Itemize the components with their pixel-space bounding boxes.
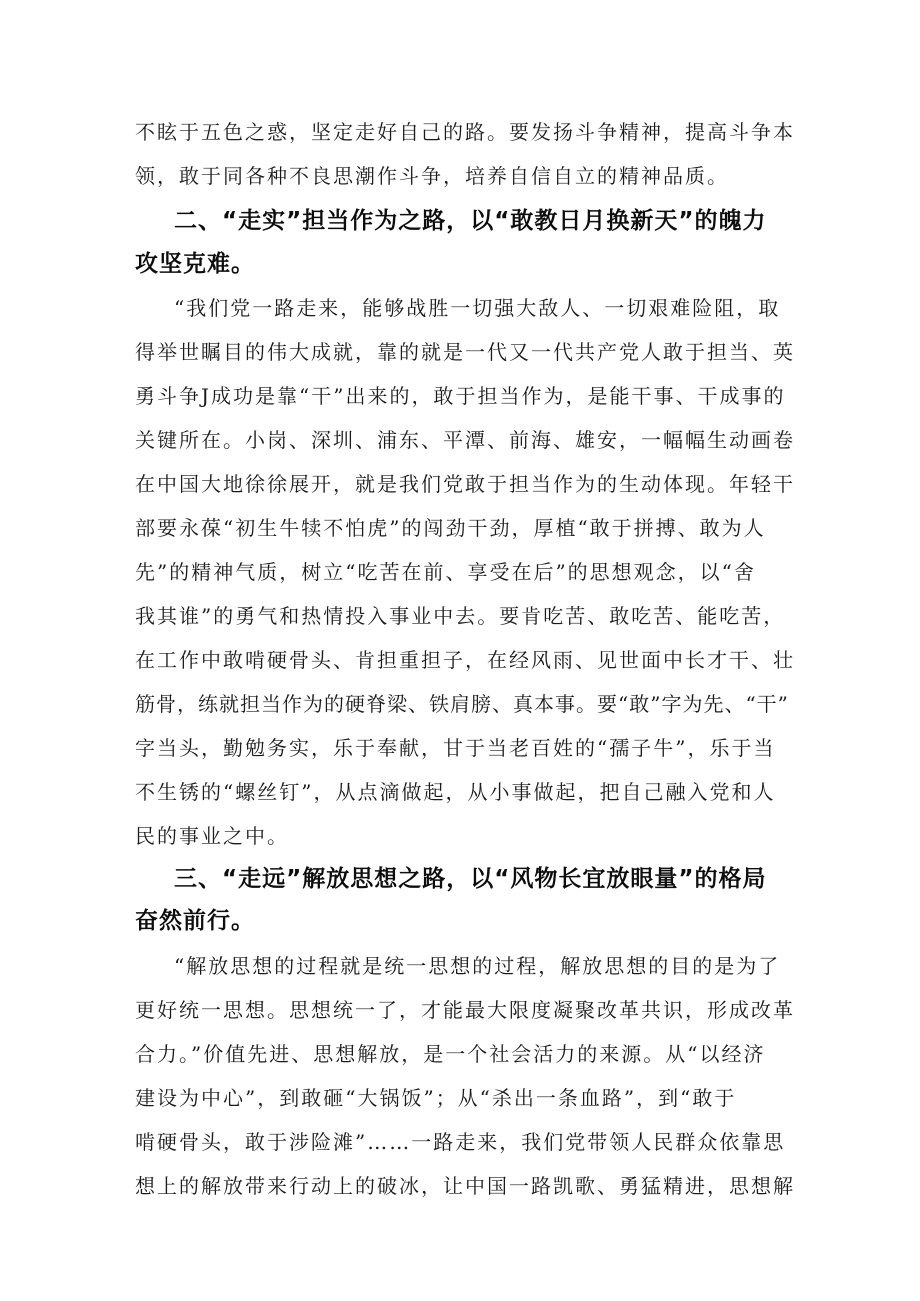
section-2-paragraph-line-10: 筋骨，练就担当作为的硬脊梁、铁肩膀、真本事。要“敢”字为先、“干” [135,692,789,716]
intro-line-2: 领，敢于同各种不良思潮作斗争，培养自信自立的精神品质。 [135,164,729,188]
section-2-paragraph-line-2: 得举世瞩目的伟大成就，靠的就是一代又一代共产党人敢于担当、英 [135,340,795,364]
section-2-heading-line-2: 攻坚克难。 [135,251,255,277]
section-3-paragraph-line-1: “解放思想的过程就是统一思想的过程，解放思想的目的是为了 [174,954,781,978]
section-2-paragraph-line-8: 我其谁”的勇气和热情投入事业中去。要肯吃苦、敢吃苦、能吃苦， [135,604,786,628]
section-3-paragraph-line-6: 想上的解放带来行动上的破冰，让中国一路凯歌、勇猛精进，思想解 [135,1174,795,1198]
section-2-paragraph-line-5: 在中国大地徐徐展开，就是我们党敢于担当作为的生动体现。年轻干 [135,472,795,496]
section-3-paragraph-line-2: 更好统一思想。思想统一了，才能最大限度凝聚改革共识，形成改革 [135,998,795,1022]
section-2-paragraph-line-11: 字当头，勤勉务实，乐于奉献，甘于当老百姓的“孺子牛”，乐于当 [135,736,776,760]
section-2-paragraph-line-12: 不生锈的“螺丝钉”，从点滴做起，从小事做起，把自己融入党和人 [135,780,776,804]
section-3-paragraph-line-3: 合力。”价值先进、思想解放，是一个社会活力的来源。从“以经济 [135,1042,766,1066]
intro-line-1: 不眩于五色之惑，坚定走好自己的路。要发扬斗争精神，提高斗争本 [135,120,795,144]
section-3-heading-line-1: 三、“走远”解放思想之路，以“风物长宜放眼量”的格局 [174,866,767,892]
section-2-paragraph-line-6: 部要永葆“初生牛犊不怕虎”的闯劲干劲，厚植“敢于拼搏、敢为人 [135,516,766,540]
section-2-heading-line-1: 二、“走实”担当作为之路，以“敢教日月换新天”的魄力 [174,208,767,234]
section-2-paragraph-line-9: 在工作中敢啃硬骨头、肯担重担子，在经风雨、见世面中长才干、壮 [135,648,795,672]
section-2-paragraph-line-4: 关键所在。小岗、深圳、浦东、平潭、前海、雄安，一幅幅生动画卷 [135,428,795,452]
section-2-paragraph-line-1: “我们党一路走来，能够战胜一切强大敌人、一切艰难险阻，取 [174,296,781,320]
section-2-paragraph-line-3: 勇斗争J成功是靠“干”出来的，敢于担当作为，是能干事、干成事的 [135,384,786,408]
section-2-paragraph-line-13: 民的事业之中。 [135,824,289,848]
section-3-heading-line-2: 奋然前行。 [135,908,255,934]
section-3-paragraph-line-4: 建设为中心”，到敢砸“大锅饭”；从“杀出一条血路”，到“敢于 [135,1086,737,1110]
section-2-paragraph-line-7: 先”的精神气质，树立“吃苦在前、享受在后”的思想观念，以“舍 [135,560,756,584]
section-3-paragraph-line-5: 啃硬骨头，敢于涉险滩”……一路走来，我们党带领人民群众依靠思 [135,1130,786,1154]
